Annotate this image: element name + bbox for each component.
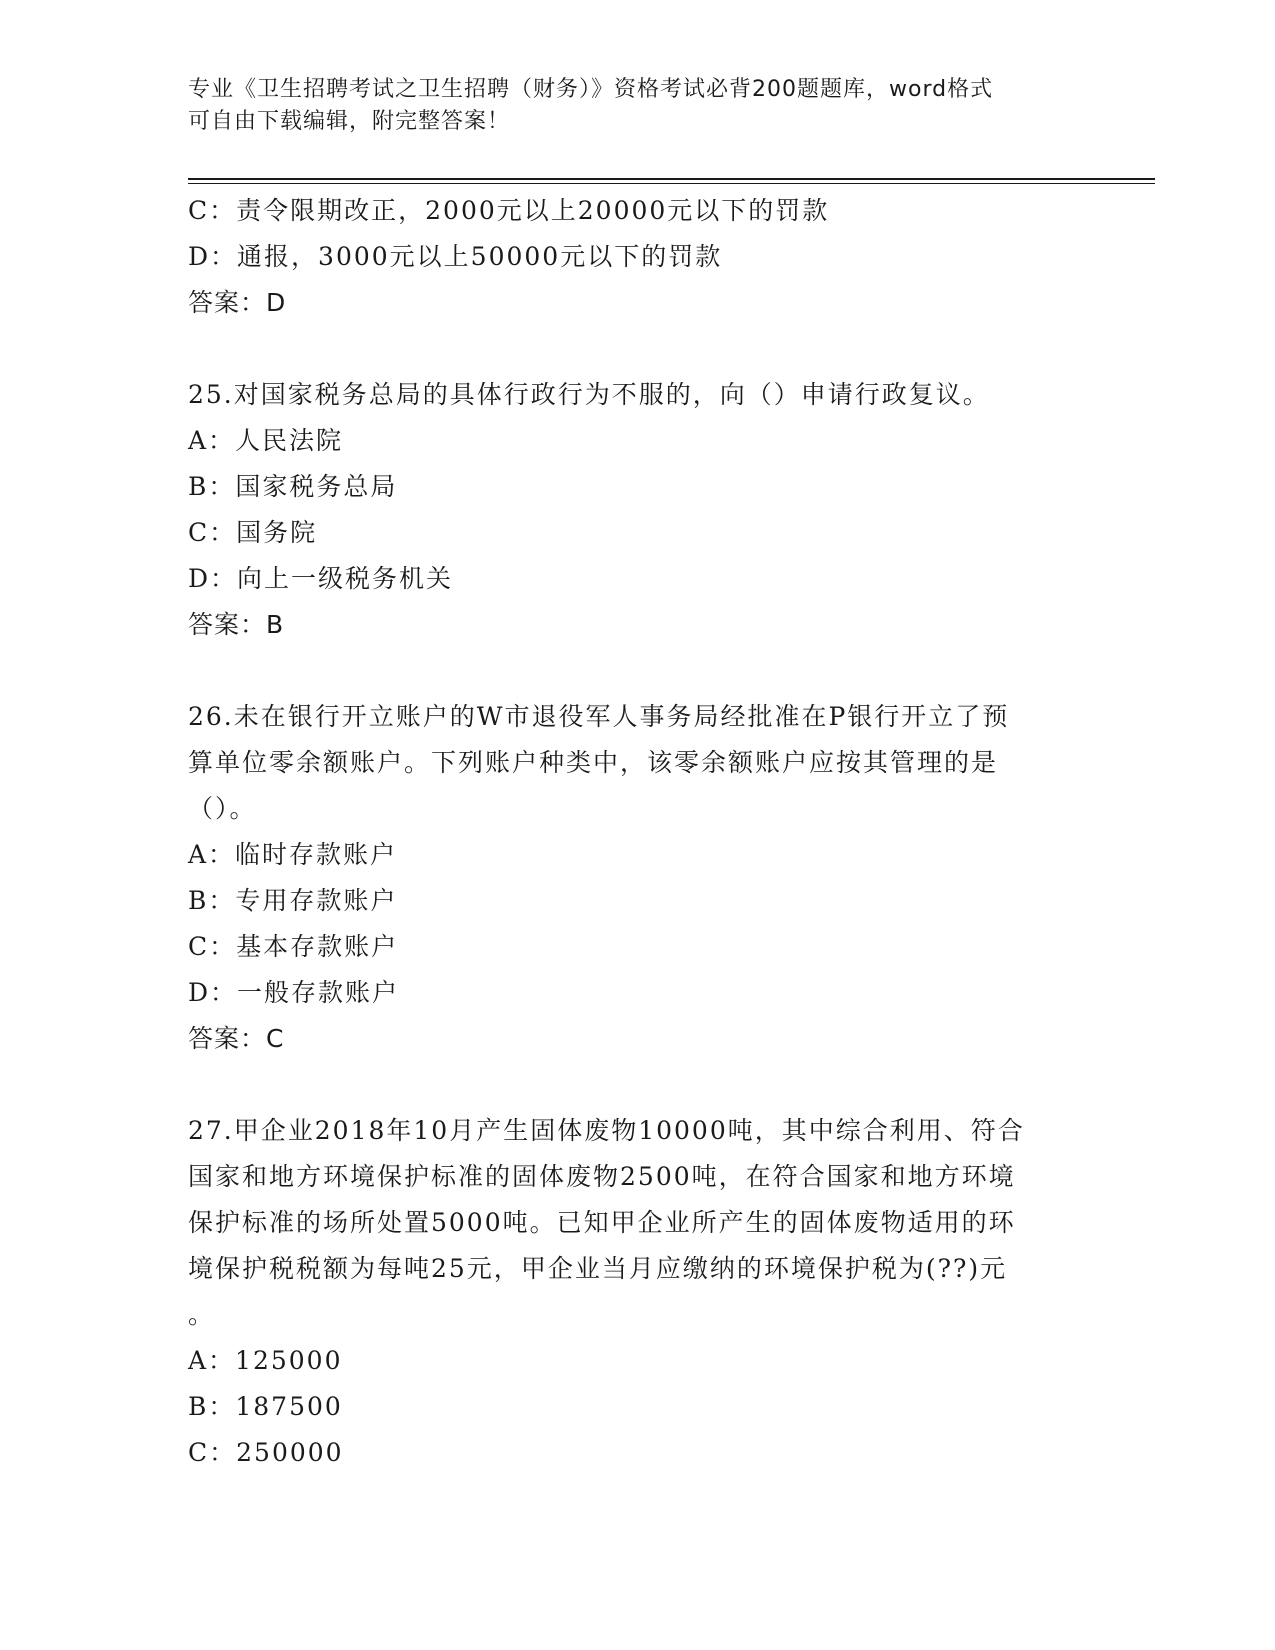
option-d: D：通报，3000元以上50000元以下的罚款 xyxy=(188,242,723,271)
option-b: B：187500 xyxy=(188,1392,343,1421)
spacer xyxy=(188,1062,1088,1108)
question-25 xyxy=(188,372,1088,648)
option-d: D：向上一级税务机关 xyxy=(188,564,454,593)
spacer xyxy=(188,326,1088,372)
header-line-2: 可自由下载编辑，附完整答案！ xyxy=(188,109,511,134)
answer-line: 答案：D xyxy=(188,288,287,317)
option-b: B：国家税务总局 xyxy=(188,472,398,501)
question-text-line-3: 保护标准的场所处置5000吨。已知甲企业所产生的固体废物适用的环 xyxy=(188,1208,1016,1237)
question-text-line-4: 境保护税税额为每吨25元，甲企业当月应缴纳的环境保护税为(??)元 xyxy=(188,1254,1008,1283)
page-header xyxy=(188,74,1088,138)
question-text-line-1: 27.甲企业2018年10月产生固体废物10000吨，其中综合利用、符合 xyxy=(188,1116,1025,1145)
question-list xyxy=(188,188,1088,1476)
question-text-line-2: 算单位零余额账户。下列账户种类中，该零余额账户应按其管理的是 xyxy=(188,748,999,777)
question-27 xyxy=(188,1108,1088,1476)
answer-line: 答案：C xyxy=(188,1024,285,1053)
question-24-tail xyxy=(188,188,1088,326)
option-c: C：基本存款账户 xyxy=(188,932,399,961)
header-rule-thick xyxy=(188,178,1155,180)
answer-line: 答案：B xyxy=(188,610,285,639)
question-text-line-1: 26.未在银行开立账户的W市退役军人事务局经批准在P银行开立了预 xyxy=(188,702,1010,731)
option-b: B：专用存款账户 xyxy=(188,886,398,915)
question-text-line-2: 国家和地方环境保护标准的固体废物2500吨，在符合国家和地方环境 xyxy=(188,1162,1016,1191)
option-c: C：国务院 xyxy=(188,518,318,547)
header-line-1: 专业《卫生招聘考试之卫生招聘（财务）》资格考试必背200题题库，word格式 xyxy=(188,77,994,102)
question-text: 25.对国家税务总局的具体行政行为不服的，向（）申请行政复议。 xyxy=(188,380,990,409)
header-rule-thin xyxy=(188,183,1155,184)
option-c: C：责令限期改正，2000元以上20000元以下的罚款 xyxy=(188,196,830,225)
question-26 xyxy=(188,694,1088,1062)
option-a: A：临时存款账户 xyxy=(188,840,398,869)
question-text-line-5: 。 xyxy=(188,1300,216,1329)
question-text-line-3: （）。 xyxy=(188,794,257,823)
option-a: A：人民法院 xyxy=(188,426,344,455)
option-c: C：250000 xyxy=(188,1438,344,1467)
spacer xyxy=(188,648,1088,694)
option-d: D：一般存款账户 xyxy=(188,978,400,1007)
option-a: A：125000 xyxy=(188,1346,343,1375)
